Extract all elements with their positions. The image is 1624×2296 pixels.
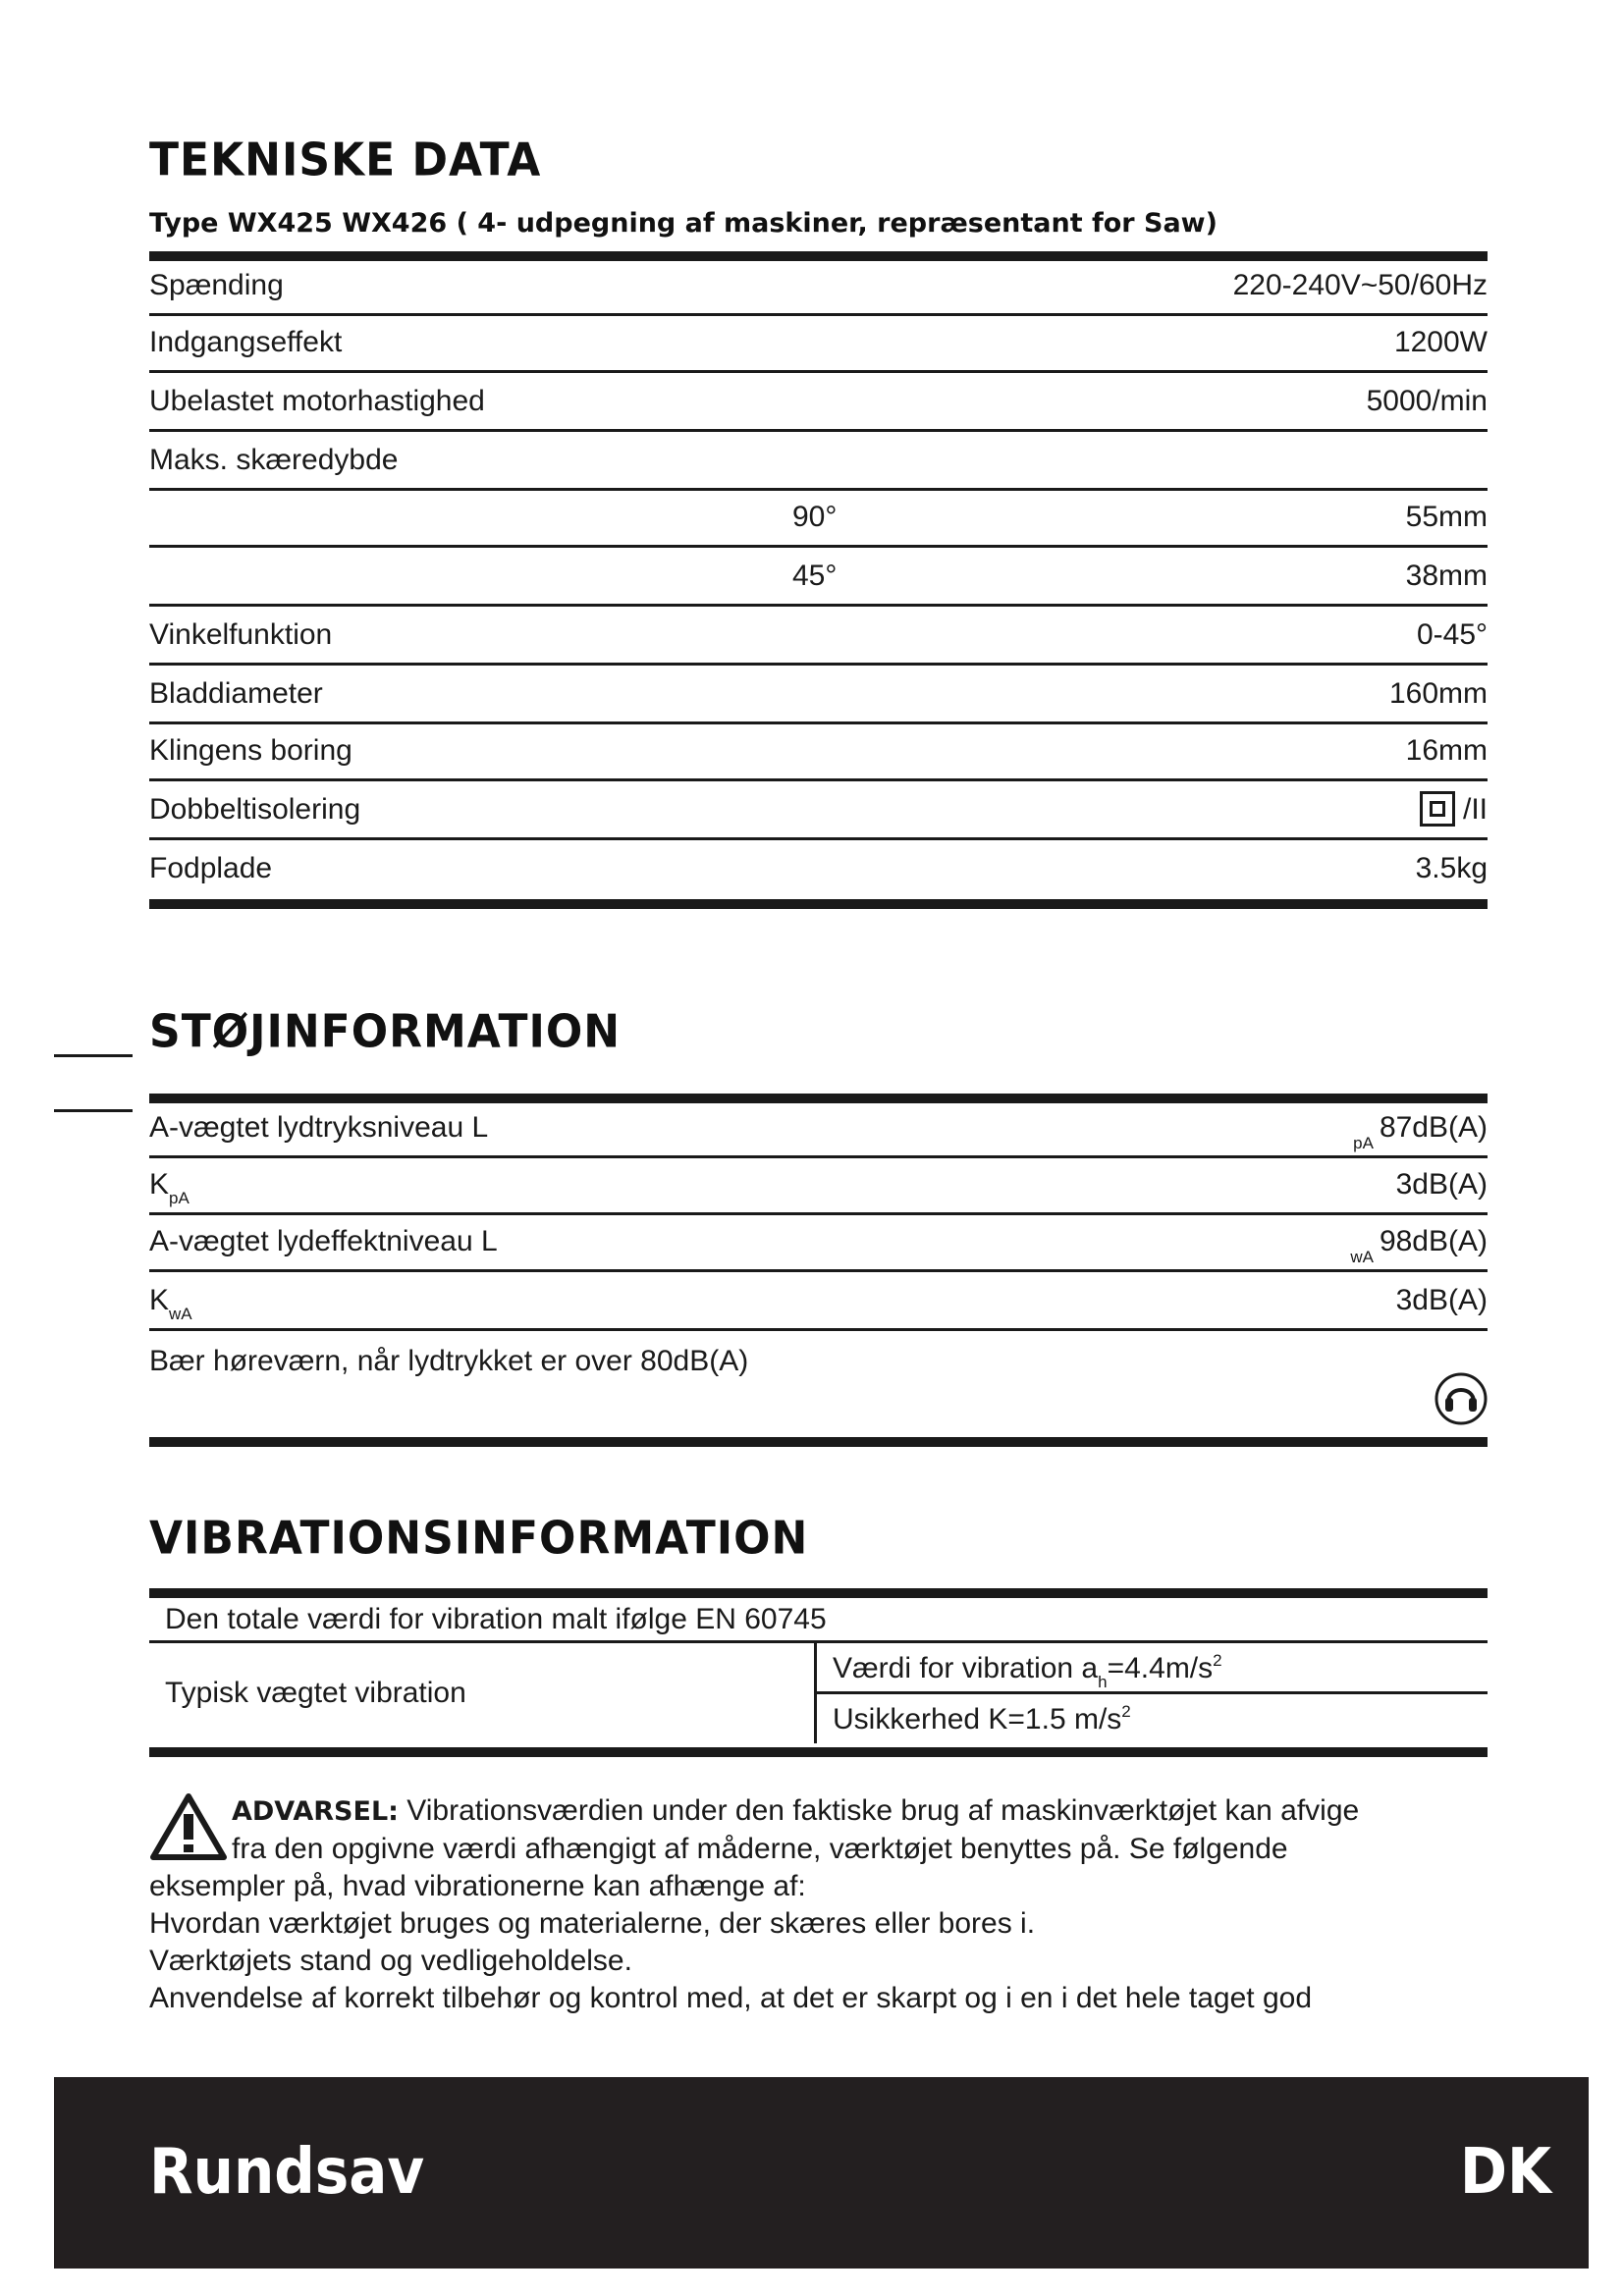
vibration-value-prefix: Værdi for vibration a <box>833 1652 1099 1684</box>
warning-line-2: fra den opgivne værdi afhængigt af måderne, værktøjet benyttes på. Se følgende <box>232 1833 1288 1865</box>
vibration-table <box>149 1598 1488 1753</box>
row-label <box>149 1274 192 1331</box>
row-label: Ubelastet motorhastighed <box>149 385 485 417</box>
row-label: Vinkelfunktion <box>149 618 333 651</box>
warning-line-1 <box>149 1792 1488 1831</box>
noise-row-kwa <box>149 1274 1488 1331</box>
tech-row-blade-diameter <box>149 667 1488 724</box>
warning-text-1: Vibrationsværdien under den faktiske brug af maskinværktøjet kan afvige <box>398 1794 1360 1827</box>
row-sub: pA <box>1353 1134 1374 1152</box>
vibration-bottom-rule <box>149 1747 1488 1757</box>
tech-data-subtitle: Type WX425 WX426 ( 4- udpegning af maskiner, repræsentant for Saw) <box>149 208 1218 239</box>
tech-row-max-cut-depth <box>149 434 1488 491</box>
row-value: 16mm <box>1405 734 1488 767</box>
class-ii-text: /II <box>1462 793 1488 826</box>
vibration-value-sub: h <box>1098 1673 1108 1691</box>
hearing-protection-advice: Bær høreværn, når lydtrykket er over 80dB(A) <box>149 1345 749 1377</box>
row-label: Fodplade <box>149 852 273 884</box>
noise-title: STØJINFORMATION <box>149 1005 622 1059</box>
ear-protection-icon <box>1435 1372 1488 1425</box>
vibration-uncert-sup: 2 <box>1121 1702 1131 1721</box>
k-letter: K <box>149 1284 170 1316</box>
row-label: A-vægtet lydtryksniveau L <box>149 1111 489 1144</box>
row-value: 160mm <box>1388 677 1488 710</box>
row-value: 220-240V~50/60Hz <box>1232 269 1488 301</box>
row-value: 55mm <box>1405 501 1488 533</box>
warning-line-3: eksempler på, hvad vibrationerne kan afhænge af: <box>149 1870 806 1902</box>
side-dash-top <box>54 1054 133 1057</box>
vibration-uncertainty-cell <box>817 1694 1488 1743</box>
k-subscript: pA <box>169 1189 189 1207</box>
row-label: Bladdiameter <box>149 677 323 710</box>
row-label: Klingens boring <box>149 734 352 767</box>
side-dash-bottom <box>54 1109 133 1112</box>
vibration-value-cell <box>817 1643 1488 1694</box>
row-value <box>1420 783 1488 836</box>
warning-line-5: Værktøjets stand og vedligeholdelse. <box>149 1945 632 1977</box>
warning-block <box>149 1792 1488 2017</box>
warning-heading: ADVARSEL: <box>232 1796 399 1827</box>
row-label: Spænding <box>149 269 284 301</box>
row-value-text: 98dB(A) <box>1379 1225 1488 1257</box>
row-value <box>1353 1101 1488 1158</box>
vibration-value-main: =4.4m/s <box>1107 1652 1214 1684</box>
tech-row-voltage <box>149 259 1488 316</box>
row-label: Dobbeltisolering <box>149 793 361 826</box>
tech-row-bevel <box>149 609 1488 666</box>
row-label: Maks. skæredybde <box>149 444 399 476</box>
noise-row-pressure-level <box>149 1101 1488 1158</box>
row-value: 38mm <box>1405 560 1488 592</box>
row-value: 3dB(A) <box>1395 1284 1488 1316</box>
warning-triangle-icon <box>149 1792 228 1861</box>
footer-title: Rundsav <box>149 2134 425 2209</box>
tech-row-double-insulation <box>149 783 1488 840</box>
footer-language-code: DK <box>1459 2134 1551 2209</box>
tech-row-depth-90 <box>149 491 1488 548</box>
row-angle: 45° <box>792 560 838 592</box>
vibration-title: VIBRATIONSINFORMATION <box>149 1512 809 1566</box>
row-value: 5000/min <box>1366 385 1488 417</box>
tech-row-weight <box>149 842 1488 899</box>
vibration-total-cell: Den totale værdi for vibration malt ifølge EN 60745 <box>149 1598 1488 1643</box>
vibration-typical-cell: Typisk vægtet vibration <box>149 1643 817 1743</box>
noise-bottom-rule <box>149 1437 1488 1447</box>
k-letter: K <box>149 1168 170 1201</box>
row-label: Indgangseffekt <box>149 326 343 358</box>
footer-bar <box>54 2077 1589 2269</box>
tech-bottom-rule <box>149 899 1488 909</box>
noise-row-power-level <box>149 1215 1488 1272</box>
vibration-uncert-main: Usikkerhed K=1.5 m/s <box>833 1703 1122 1735</box>
row-value: 3.5kg <box>1415 852 1488 884</box>
warning-line-6: Anvendelse af korrekt tilbehør og kontrol med, at det er skarpt og i en i det hele taget god <box>149 1982 1313 2014</box>
row-label <box>149 1158 189 1215</box>
tech-data-title: TEKNISKE DATA <box>149 133 542 187</box>
noise-row-kpa <box>149 1158 1488 1215</box>
tech-row-input-power <box>149 316 1488 373</box>
row-angle: 90° <box>792 501 838 533</box>
tech-row-no-load-speed <box>149 375 1488 432</box>
row-sub: wA <box>1350 1248 1374 1266</box>
row-value-text: 87dB(A) <box>1379 1111 1488 1144</box>
warning-line-4: Hvordan værktøjet bruges og materialerne, der skæres eller bores i. <box>149 1907 1036 1940</box>
vibration-value-sup: 2 <box>1213 1651 1222 1670</box>
row-value: 0-45° <box>1416 618 1488 651</box>
double-insulation-icon <box>1420 791 1455 827</box>
row-label: A-vægtet lydeffektniveau L <box>149 1225 498 1257</box>
vibration-top-rule <box>149 1588 1488 1598</box>
tech-row-depth-45 <box>149 550 1488 607</box>
row-value: 1200W <box>1393 326 1488 358</box>
tech-row-blade-bore <box>149 724 1488 781</box>
row-value <box>1350 1215 1488 1272</box>
k-subscript: wA <box>169 1305 192 1323</box>
row-value: 3dB(A) <box>1395 1168 1488 1201</box>
